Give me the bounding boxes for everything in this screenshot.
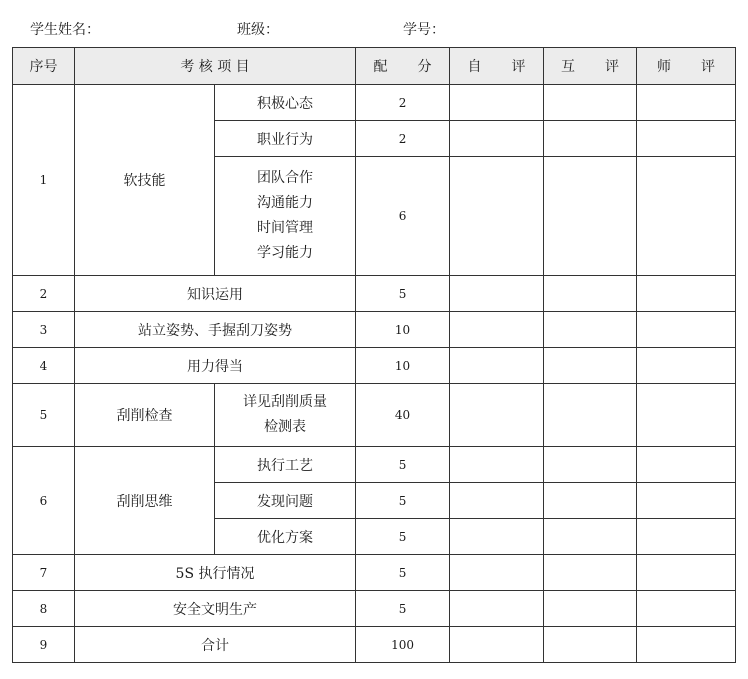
row-subitem: 执行工艺 [215, 447, 356, 483]
row-category: 刮削思维 [75, 447, 215, 555]
total-row [13, 627, 736, 663]
peer-eval-cell[interactable] [544, 85, 637, 121]
row-seq: 7 [13, 555, 75, 591]
row-seq: 3 [13, 312, 75, 348]
table-row [13, 276, 736, 312]
col-seq-header: 序号 [13, 48, 75, 85]
teacher-eval-cell[interactable] [637, 348, 736, 384]
self-eval-cell[interactable] [450, 555, 544, 591]
row-seq: 2 [13, 276, 75, 312]
row-score: 40 [356, 384, 450, 447]
row-score: 5 [356, 591, 450, 627]
teacher-eval-cell[interactable] [637, 447, 736, 483]
row-score: 2 [356, 85, 450, 121]
row-score: 10 [356, 348, 450, 384]
row-item: 5S 执行情况 [75, 555, 356, 591]
col-teacher-eval-header: 师 评 [637, 48, 736, 85]
student-name-label: 学生姓名： [30, 22, 100, 38]
row-score: 5 [356, 555, 450, 591]
row-seq: 5 [13, 384, 75, 447]
teacher-eval-cell[interactable] [637, 85, 736, 121]
row-score: 10 [356, 312, 450, 348]
teacher-eval-cell[interactable] [637, 121, 736, 157]
teacher-eval-cell[interactable] [637, 312, 736, 348]
row-subitem: 优化方案 [215, 519, 356, 555]
self-eval-cell[interactable] [450, 591, 544, 627]
total-label: 合计 [75, 627, 356, 663]
row-item: 知识运用 [75, 276, 356, 312]
assessment-table [12, 47, 736, 663]
col-peer-eval-header: 互 评 [544, 48, 637, 85]
peer-eval-cell[interactable] [544, 312, 637, 348]
table-row [13, 312, 736, 348]
table-row [13, 591, 736, 627]
teacher-eval-cell[interactable] [637, 157, 736, 276]
self-eval-cell[interactable] [450, 312, 544, 348]
row-score: 5 [356, 519, 450, 555]
table-row [13, 384, 736, 447]
peer-eval-cell[interactable] [544, 483, 637, 519]
peer-eval-cell[interactable] [544, 627, 637, 663]
teacher-eval-cell[interactable] [637, 384, 736, 447]
row-item: 安全文明生产 [75, 591, 356, 627]
row-score: 5 [356, 447, 450, 483]
table-row [13, 348, 736, 384]
self-eval-cell[interactable] [450, 519, 544, 555]
col-item-header: 考 核 项 目 [75, 48, 356, 85]
student-id-label: 学号： [403, 22, 445, 38]
row-category: 刮削检查 [75, 384, 215, 447]
row-item: 站立姿势、手握刮刀姿势 [75, 312, 356, 348]
row-subitem-multiline: 团队合作 沟通能力 时间管理 学习能力 [215, 157, 356, 276]
row-score: 2 [356, 121, 450, 157]
row-subitem: 积极心态 [215, 85, 356, 121]
teacher-eval-cell[interactable] [637, 483, 736, 519]
self-eval-cell[interactable] [450, 447, 544, 483]
self-eval-cell[interactable] [450, 627, 544, 663]
row-subitem-multiline: 详见刮削质量 检测表 [215, 384, 356, 447]
self-eval-cell[interactable] [450, 157, 544, 276]
row-score: 6 [356, 157, 450, 276]
table-row [13, 555, 736, 591]
peer-eval-cell[interactable] [544, 555, 637, 591]
col-score-header: 配 分 [356, 48, 450, 85]
table-row [13, 447, 736, 483]
row-score: 5 [356, 276, 450, 312]
row-seq: 9 [13, 627, 75, 663]
teacher-eval-cell[interactable] [637, 627, 736, 663]
row-category: 软技能 [75, 85, 215, 276]
student-info-line [0, 19, 748, 43]
teacher-eval-cell[interactable] [637, 276, 736, 312]
table-row [13, 85, 736, 121]
row-subitem: 职业行为 [215, 121, 356, 157]
row-subitem: 发现问题 [215, 483, 356, 519]
peer-eval-cell[interactable] [544, 276, 637, 312]
teacher-eval-cell[interactable] [637, 555, 736, 591]
row-score: 5 [356, 483, 450, 519]
self-eval-cell[interactable] [450, 121, 544, 157]
self-eval-cell[interactable] [450, 348, 544, 384]
teacher-eval-cell[interactable] [637, 519, 736, 555]
row-seq: 1 [13, 85, 75, 276]
total-score: 100 [356, 627, 450, 663]
self-eval-cell[interactable] [450, 276, 544, 312]
row-seq: 4 [13, 348, 75, 384]
self-eval-cell[interactable] [450, 384, 544, 447]
class-label: 班级： [237, 22, 279, 38]
header-row [13, 48, 736, 85]
peer-eval-cell[interactable] [544, 384, 637, 447]
self-eval-cell[interactable] [450, 483, 544, 519]
teacher-eval-cell[interactable] [637, 591, 736, 627]
peer-eval-cell[interactable] [544, 519, 637, 555]
row-seq: 8 [13, 591, 75, 627]
row-item: 用力得当 [75, 348, 356, 384]
peer-eval-cell[interactable] [544, 157, 637, 276]
peer-eval-cell[interactable] [544, 447, 637, 483]
peer-eval-cell[interactable] [544, 591, 637, 627]
row-seq: 6 [13, 447, 75, 555]
peer-eval-cell[interactable] [544, 348, 637, 384]
self-eval-cell[interactable] [450, 85, 544, 121]
peer-eval-cell[interactable] [544, 121, 637, 157]
col-self-eval-header: 自 评 [450, 48, 544, 85]
